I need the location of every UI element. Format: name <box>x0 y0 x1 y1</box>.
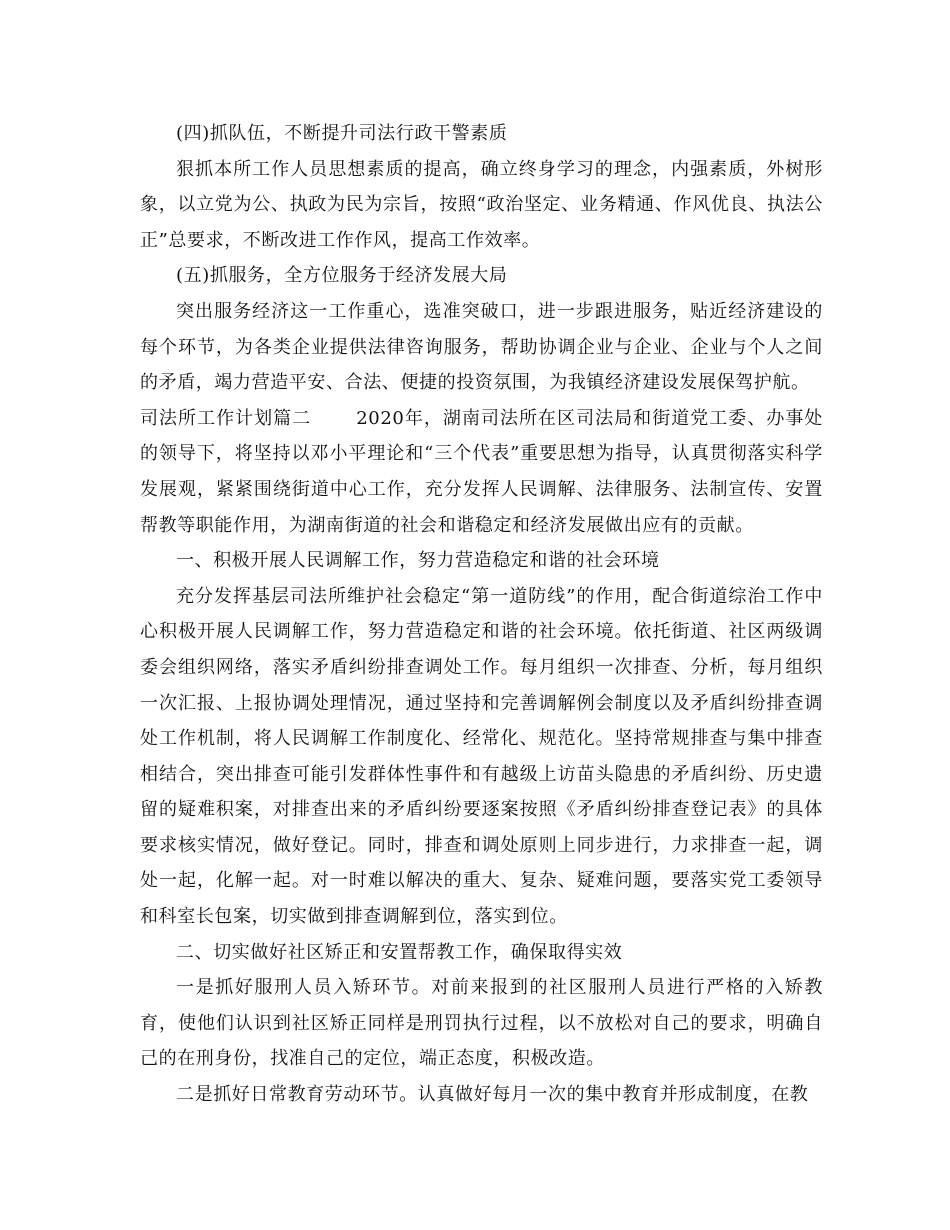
section-heading-four: (四)抓队伍，不断提升司法行政干警素质 <box>176 123 508 144</box>
plan-part-two-intro: 2020年，湖南司法所在区司法局和街道党工委、办事处的领导下，将坚持以邓小平理论和“三个代表”重要思想为指导，认真贯彻落实科学发展观，紧紧围绕街道中心工作，充分发挥人民调解、法律服务、法制宣传、安置帮教等职能作用，为湖南街道的社会和谐稳定和经济发展做出应有的贡献。 <box>140 407 823 536</box>
plan-part-two-heading: 司法所工作计划篇二 <box>140 407 312 429</box>
section-heading-five: (五)抓服务，全方位服务于经济发展大局 <box>176 265 508 287</box>
paragraph-intake: 一是抓好服刑人员入矫环节。对前来报到的社区服刑人员进行严格的入矫教育，使他们认识到社区矫正同样是刑罚执行过程，以不放松对自己的要求，明确自己的在刑身份，找准自己的定位，端正态度，积极改造。 <box>140 977 823 1070</box>
paragraph-daily-education: 二是抓好日常教育劳动环节。认真做好每月一次的集中教育并形成制度，在教 <box>176 1084 809 1106</box>
document-page <box>140 116 823 1113</box>
plan-part-two <box>140 401 823 543</box>
paragraph-mediation: 充分发挥基层司法所维护社会稳定“第一道防线”的作用，配合街道综治工作中心积极开展人民调解工作，努力营造稳定和谐的社会环境。依托街道、社区两级调委会组织网络，落实矛盾纠纷排查调处工作。每月组织一次排查、分析，每月组织一次汇报、上报协调处理情况，通过坚持和完善调解例会制度以及矛盾纠纷排查调处工作机制，将人民调解工作制度化、经常化、规范化。坚持常规排查与集中排查相结合，突出排查可能引发群体性事件和有越级上访苗头隐患的矛盾纠纷、历史遗留的疑难积案，对排查出来的矛盾纠纷要逐案按照《矛盾纠纷排查登记表》的具体要求核实情况，做好登记。同时，排查和调处原则上同步进行，力求排查一起，调处一起，化解一起。对一时难以解决的重大、复杂、疑难问题，要落实党工委领导和科室长包案，切实做到排查调解到位，落实到位。 <box>140 585 823 928</box>
section-heading-correction: 二、切实做好社区矫正和安置帮教工作，确保取得实效 <box>176 941 623 963</box>
section-heading-mediation: 一、积极开展人民调解工作，努力营造稳定和谐的社会环境 <box>176 550 660 572</box>
paragraph-economic-service: 突出服务经济这一工作重心，选准突破口，进一步跟进服务，贴近经济建设的每个环节，为各类企业提供法律咨询服务，帮助协调企业与企业、企业与个人之间的矛盾，竭力营造平安、合法、便捷的投资氛围，为我镇经济建设发展保驾护航。 <box>140 300 823 394</box>
paragraph-team-quality: 狠抓本所工作人员思想素质的提高，确立终身学习的理念，内强素质，外树形象，以立党为公、执政为民为宗旨，按照“政治坚定、业务精通、作风优良、执法公正”总要求，不断改进工作作风，提高工作效率。 <box>140 158 823 251</box>
